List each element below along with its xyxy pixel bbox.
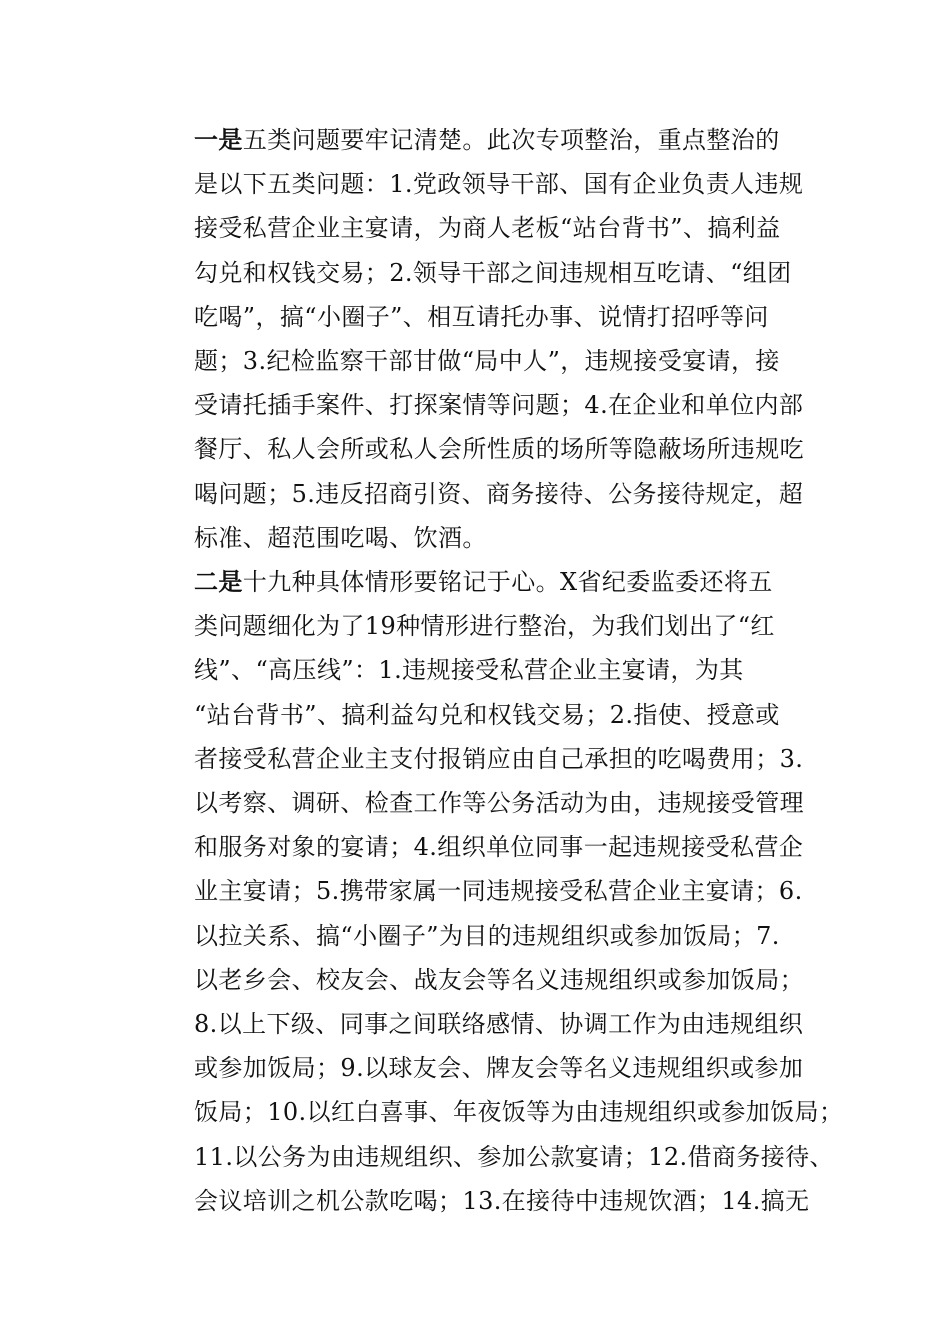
paragraph-text: 五类问题要牢记清楚。此次专项整治，重点整治的	[242, 126, 780, 154]
paragraph-text: 十九种具体情形要铭记于心。X省纪委监委还将五	[242, 568, 773, 597]
paragraph-line: 8.以上下级、同事之间联络感情、协调工作为由违规组织	[194, 1010, 804, 1039]
paragraph-line: 线”、“高压线”：1.违规接受私营企业主宴请，为其	[194, 656, 744, 685]
paragraph-1	[146, 118, 808, 560]
paragraph-line: 会议培训之机公款吃喝；13.在接待中违规饮酒；14.搞无	[194, 1186, 810, 1215]
paragraph-line: 以考察、调研、检查工作等公务活动为由，违规接受管理	[194, 789, 804, 818]
paragraph-line: 以拉关系、搞“小圈子”为目的违规组织或参加饭局；7.	[194, 921, 780, 950]
paragraph-first-line	[146, 560, 808, 604]
paragraph-lead: 一是	[194, 125, 243, 154]
paragraph-line: 者接受私营企业主支付报销应由自己承担的吃喝费用；3.	[194, 744, 804, 773]
paragraph-line: 或参加饭局；9.以球友会、牌友会等名义违规组织或参加	[194, 1054, 804, 1083]
paragraph-line: 喝问题；5.违反招商引资、商务接待、公务接待规定，超	[194, 479, 804, 508]
paragraph-line: 11.以公务为由违规组织、参加公款宴请；12.借商务接待、	[194, 1142, 834, 1171]
paragraph-line: “站台背书”、搞利益勾兑和权钱交易；2.指使、授意或	[194, 700, 780, 729]
paragraph-line: 餐厅、私人会所或私人会所性质的场所等隐蔽场所违规吃	[194, 435, 804, 464]
paragraph-line: 受请托插手案件、打探案情等问题；4.在企业和单位内部	[194, 391, 804, 420]
paragraph-first-line	[146, 118, 808, 162]
paragraph-line: 勾兑和权钱交易；2.领导干部之间违规相互吃请、“组团	[194, 258, 792, 287]
paragraph-line: 是以下五类问题：1.党政领导干部、国有企业负责人违规	[194, 170, 804, 199]
paragraph-line: 标准、超范围吃喝、饮酒。	[194, 523, 487, 552]
paragraph-line: 题；3.纪检监察干部甘做“局中人”，违规接受宴请，接	[194, 347, 780, 376]
document-body	[146, 118, 844, 1223]
paragraph-line: 业主宴请；5.携带家属一同违规接受私营企业主宴请；6.	[194, 877, 803, 906]
paragraph-2	[146, 560, 844, 1223]
paragraph-line: 接受私营企业主宴请，为商人老板“站台背书”、搞利益	[194, 214, 781, 243]
paragraph-line: 饭局；10.以红白喜事、年夜饭等为由违规组织或参加饭局；	[194, 1098, 844, 1127]
paragraph-line: 类问题细化为了19种情形进行整治，为我们划出了“红	[194, 612, 775, 641]
paragraph-line: 吃喝”，搞“小圈子”、相互请托办事、说情打招呼等问	[194, 302, 769, 331]
paragraph-line: 和服务对象的宴请；4.组织单位同事一起违规接受私营企	[194, 833, 804, 862]
paragraph-line: 以老乡会、校友会、战友会等名义违规组织或参加饭局；	[194, 965, 804, 994]
paragraph-lead: 二是	[194, 567, 243, 597]
